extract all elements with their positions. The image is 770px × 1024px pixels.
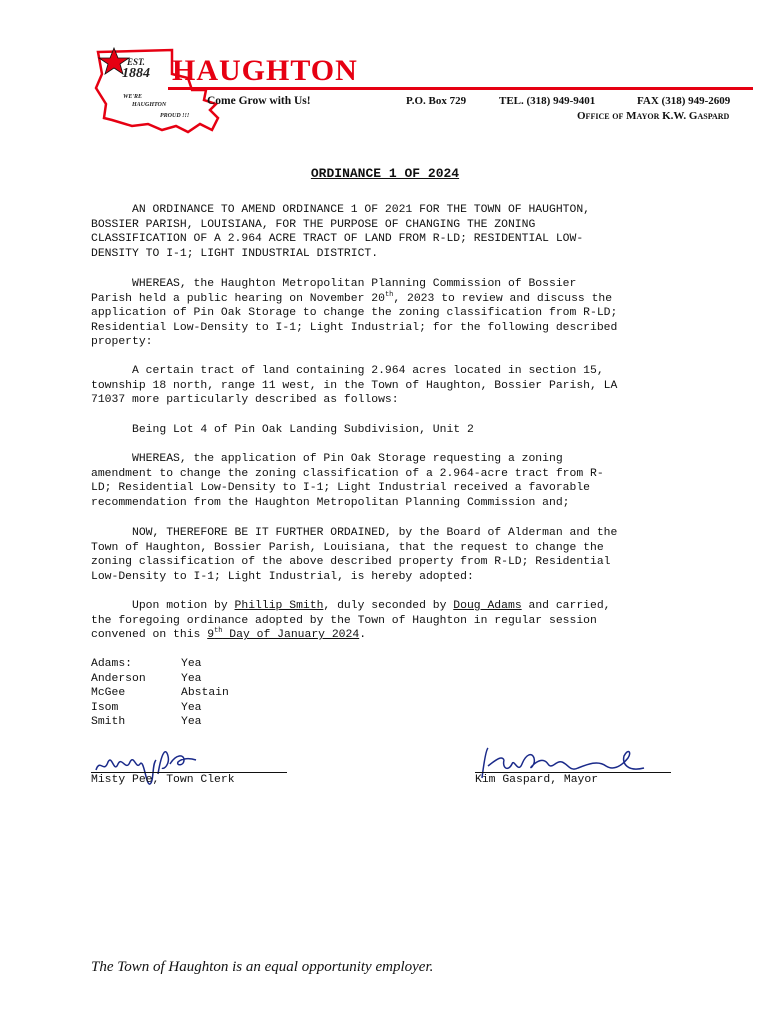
tagline: Come Grow with Us! (207, 95, 311, 107)
vote-row: Adams: Yea (91, 658, 202, 670)
established-label: EST. (127, 57, 145, 67)
vote-row: Anderson Yea (91, 673, 202, 685)
intro-paragraph: AN ORDINANCE TO AMEND ORDINANCE 1 OF 2021 FOR THE TOWN OF HAUGHTON, BOSSIER PARISH, LOUISIANA, FOR THE PURPOSE OF CHANGING THE ZONING CLASSIFICATION OF A 2.964 ACRE TRACT OF LAND FROM R-LD; RESIDENTIAL LOW- DENSITY TO I-1; LIGHT INDUSTRIAL DISTRICT. (91, 204, 590, 260)
mayor-office: Office of Mayor K.W. Gaspard (577, 110, 730, 122)
clerk-name-title: Misty Pee, Town Clerk (91, 774, 235, 786)
mover-name: Phillip Smith (234, 600, 324, 612)
vote-row: McGee Abstain (91, 687, 229, 699)
whereas-hearing-paragraph: WHEREAS, the Haughton Metropolitan Planning Commission of Bossier Parish held a public hearing on November 20th, 2023 to review and discuss the application of Pin Oak Storage to change the zoning classification from R-LD; Residential Low-Density to I-1; Light Industrial; for the following described property: (91, 278, 618, 349)
seconder-name: Doug Adams (453, 600, 522, 612)
telephone: TEL. (318) 949-9401 (499, 95, 596, 107)
ordained-paragraph: NOW, THEREFORE BE IT FURTHER ORDAINED, by the Board of Alderman and the Town of Haughton, Bossier Parish, Louisiana, that the request to change the zoning classification of the above described property from R-LD; Residential Low-Density to I-1; Light Industrial, is hereby adopted: (91, 527, 618, 583)
mayor-name-title: Kim Gaspard, Mayor (475, 774, 599, 786)
fax: FAX (318) 949-2609 (637, 95, 731, 107)
po-box: P.O. Box 729 (406, 95, 467, 107)
motto-line-3: PROUD !!! (160, 113, 190, 119)
whereas-application-paragraph: WHEREAS, the application of Pin Oak Storage requesting a zoning amendment to change the zoning classification of a 2.964-acre tract from R- LD; Residential Low-Density to I-1; Light Industrial received a favorable recommendation from the Haughton Metropolitan Planning Commission and; (91, 453, 604, 509)
letterhead-rule (168, 87, 753, 90)
vote-row: Isom Yea (91, 702, 202, 714)
ordinance-title: ORDINANCE 1 OF 2024 (310, 166, 460, 181)
motto-line-1: WE'RE (123, 94, 143, 100)
motto-line-2: HAUGHTON (132, 102, 167, 108)
lot-description: Being Lot 4 of Pin Oak Landing Subdivision, Unit 2 (91, 424, 474, 436)
mayor-signature-line (475, 772, 671, 773)
motion-paragraph: Upon motion by Phillip Smith, duly seconded by Doug Adams and carried, the foregoing ordinance adopted by the Town of Haughton in regular session convened on this 9th Day of January 2024. (91, 600, 611, 642)
tract-paragraph: A certain tract of land containing 2.964 acres located in section 15, township 18 north, range 11 west, in the Town of Haughton, Bossier Parish, LA 71037 more particularly described as follows: (91, 365, 618, 407)
vote-row: Smith Yea (91, 716, 202, 728)
town-name: HAUGHTON (172, 54, 358, 87)
clerk-signature-line (91, 772, 287, 773)
session-date: 9th Day of January 2024 (207, 627, 360, 642)
equal-opportunity-footer: The Town of Haughton is an equal opportunity employer. (91, 959, 434, 975)
established-year: 1884 (122, 66, 150, 81)
